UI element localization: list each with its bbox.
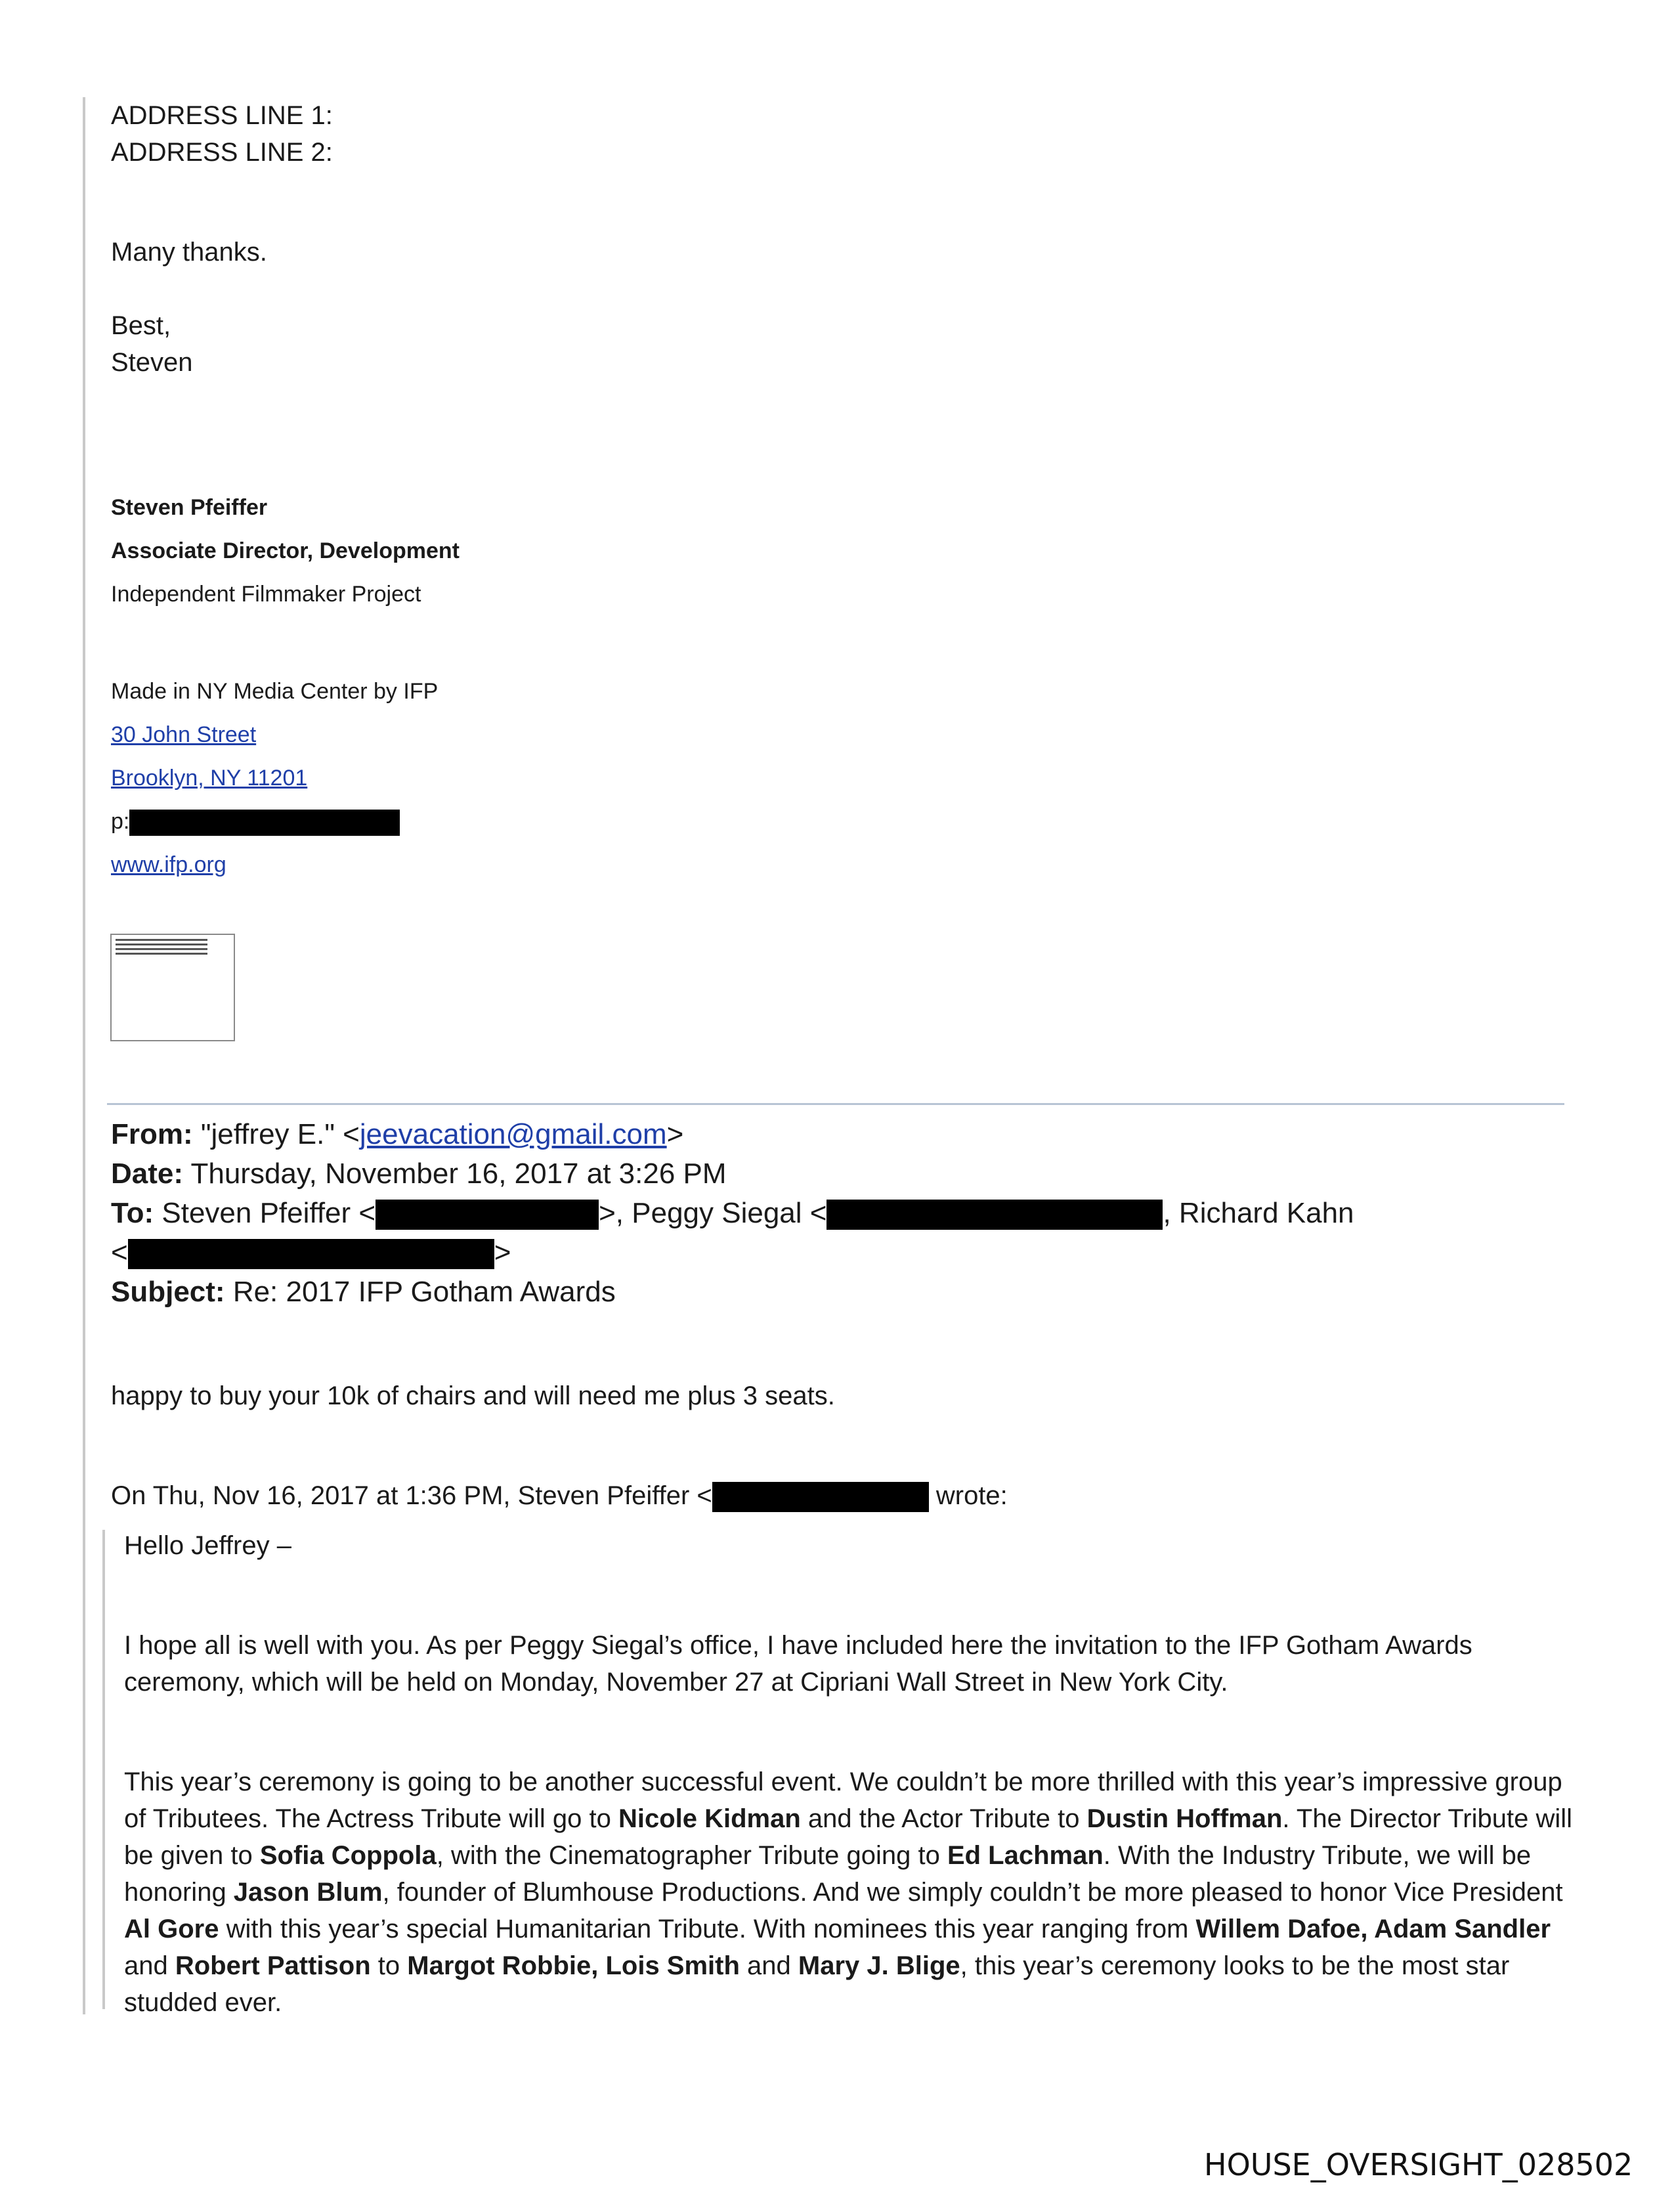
from-end: > xyxy=(666,1118,684,1150)
p2-seg-20: , this year’s ceremony looks to be the most star studded ever. xyxy=(124,1951,1510,2017)
to-label: To: xyxy=(111,1197,154,1229)
inner-quote-bar xyxy=(102,1530,105,2009)
redaction-to-1 xyxy=(376,1200,599,1230)
quoted-paragraph-2 xyxy=(124,1764,1581,2021)
city-link[interactable]: Brooklyn, NY 11201 xyxy=(111,766,308,791)
p2-seg-16: to xyxy=(370,1951,408,1980)
p2-seg-8: . With the Industry Tribute, we will be honoring xyxy=(124,1841,1532,1907)
to-recipient-3: , Richard Kahn xyxy=(1163,1197,1354,1229)
from-line xyxy=(111,1115,683,1154)
subject-value: Re: 2017 IFP Gotham Awards xyxy=(232,1276,616,1308)
nominees-dafoe-sandler: Willem Dafoe, Adam Sandler xyxy=(1195,1915,1551,1943)
p2-seg-4: . The Director Tribute will be given to xyxy=(124,1804,1573,1870)
redaction-quote-email xyxy=(712,1482,929,1512)
p2-seg-6: , with the Cinematographer Tribute going to xyxy=(436,1841,947,1870)
thanks-text: Many thanks. xyxy=(111,238,267,267)
website-link[interactable]: www.ifp.org xyxy=(111,852,226,877)
subject-line xyxy=(111,1272,616,1312)
date-line xyxy=(111,1154,727,1194)
date-value: Thursday, November 16, 2017 at 3:26 PM xyxy=(190,1158,727,1190)
street-link[interactable]: 30 John Street xyxy=(111,722,257,747)
signature-name: Steven Pfeiffer xyxy=(111,495,268,520)
to-close: > xyxy=(494,1236,511,1269)
p2-seg-2: and the Actor Tribute to xyxy=(800,1804,1087,1833)
reply-body: happy to buy your 10k of chairs and will need me plus 3 seats. xyxy=(111,1381,835,1410)
to-recipient-2: >, Peggy Siegal < xyxy=(599,1197,827,1229)
phone-label: p: xyxy=(111,809,130,834)
quoted-greeting: Hello Jeffrey – xyxy=(124,1531,291,1560)
closing-text: Best, xyxy=(111,311,171,340)
from-label: From: xyxy=(111,1118,193,1150)
to-recipient-1: Steven Pfeiffer < xyxy=(161,1197,376,1229)
nominee-robert-pattison: Robert Pattison xyxy=(175,1951,371,1980)
from-email-link[interactable]: jeevacation@gmail.com xyxy=(359,1118,667,1150)
p2-seg-0: This year’s ceremony is going to be another successful event. We couldn’t be more thrilled with this year’s impressive group of Tributees. The Actress Tribute will go to xyxy=(124,1767,1562,1833)
redaction-to-3 xyxy=(128,1239,494,1269)
bates-number: HOUSE_OVERSIGHT_028502 xyxy=(1204,2147,1633,2182)
address-line-1: ADDRESS LINE 1: xyxy=(111,101,333,130)
redaction-phone xyxy=(129,810,400,836)
tributee-dustin-hoffman: Dustin Hoffman xyxy=(1086,1804,1283,1833)
quote-intro-wrote: wrote: xyxy=(928,1481,1008,1510)
tributee-ed-lachman: Ed Lachman xyxy=(947,1841,1104,1870)
nominee-mary-j-blige: Mary J. Blige xyxy=(798,1951,960,1980)
signature-org: Independent Filmmaker Project xyxy=(111,582,421,607)
tributee-sofia-coppola: Sofia Coppola xyxy=(259,1841,437,1870)
quote-intro-text: On Thu, Nov 16, 2017 at 1:36 PM, Steven Pfeiffer < xyxy=(111,1481,712,1510)
quoted-paragraph-1: I hope all is well with you. As per Peggy Siegal’s office, I have included here the invitation to the IFP Gotham Awards ceremony, which will be held on Monday, November 27 at Cipriani Wall Street in New York City. xyxy=(124,1631,1472,1697)
header-divider xyxy=(107,1103,1564,1105)
tributee-al-gore: Al Gore xyxy=(124,1915,219,1943)
broken-image-placeholder xyxy=(110,934,235,1041)
phone-line xyxy=(111,800,400,843)
p2-seg-14: and xyxy=(124,1951,175,1980)
nominees-robbie-smith: Margot Robbie, Lois Smith xyxy=(407,1951,740,1980)
p2-seg-10: , founder of Blumhouse Productions. And we simply couldn’t be more pleased to honor Vice President xyxy=(382,1878,1563,1907)
signature-location: Made in NY Media Center by IFP xyxy=(111,679,439,704)
address-line-2: ADDRESS LINE 2: xyxy=(111,138,333,167)
subject-label: Subject: xyxy=(111,1276,225,1308)
to-line xyxy=(111,1194,1354,1233)
date-label: Date: xyxy=(111,1158,184,1190)
broken-image-caption xyxy=(116,939,207,956)
first-name-text: Steven xyxy=(111,348,193,377)
from-name: "jeffrey E." < xyxy=(200,1118,360,1150)
to-open: < xyxy=(111,1236,128,1269)
outer-quote-bar xyxy=(83,97,85,2014)
signature-title: Associate Director, Development xyxy=(111,538,460,563)
redaction-to-2 xyxy=(826,1200,1163,1230)
to-line-2 xyxy=(111,1233,511,1272)
quote-intro xyxy=(111,1477,1008,1514)
tributee-nicole-kidman: Nicole Kidman xyxy=(618,1804,801,1833)
p2-seg-12: with this year’s special Humanitarian Tribute. With nominees this year ranging from xyxy=(219,1915,1196,1943)
tributee-jason-blum: Jason Blum xyxy=(233,1878,383,1907)
p2-seg-18: and xyxy=(739,1951,798,1980)
